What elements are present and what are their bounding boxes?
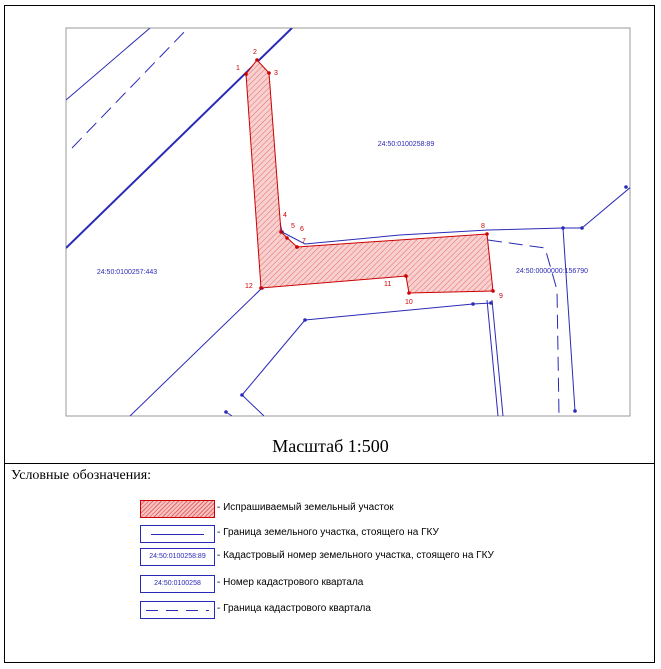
boundary-point [580, 226, 584, 230]
parcel-point [295, 245, 299, 249]
boundary-point [573, 409, 577, 413]
parcel-point-label: 10 [405, 299, 413, 306]
parcel-point [285, 236, 289, 240]
parcel-point-label: 4 [283, 212, 287, 219]
parcel-point [407, 291, 411, 295]
legend-title: Условные обозначения: [11, 468, 152, 483]
boundary-point [561, 226, 565, 230]
parcel-point [491, 289, 495, 293]
legend-text: - Граница земельного участка, стоящего на ГКУ [217, 527, 439, 538]
parcel-point-label: 7 [302, 238, 306, 245]
parcel-point [279, 230, 283, 234]
parcel-point [259, 286, 263, 290]
parcel-point-label: 6 [300, 226, 304, 233]
parcel-left-label: 24:50:0100257:443 [96, 269, 158, 276]
parcel-label: 24:50:0100258:89 [377, 141, 435, 148]
parcel-point-label: 1 [236, 65, 240, 72]
quarter-number-swatch: 24:50:0100258 [140, 575, 215, 593]
boundary-point [624, 185, 628, 189]
dash-swatch [140, 601, 215, 619]
parcel-point [244, 72, 248, 76]
map-frame [66, 28, 630, 416]
parcel-point [485, 232, 489, 236]
legend-text: - Кадастровый номер земельного участка, стоящего на ГКУ [217, 550, 494, 561]
boundary-point [489, 301, 493, 305]
boundary-point [471, 302, 475, 306]
boundary-point [224, 410, 228, 414]
parcel-point-label: 9 [499, 293, 503, 300]
parcel-point-label: 2 [253, 49, 257, 56]
scale-text: Масштаб 1:500 [272, 436, 389, 456]
parcel-point [267, 71, 271, 75]
legend-text: - Номер кадастрового квартала [217, 577, 364, 588]
parcel-point-label: 11 [384, 281, 392, 288]
cadastral-number-swatch: 24:50:0100258:89 [140, 548, 215, 566]
boundary-point [240, 393, 244, 397]
parcel-point [404, 274, 408, 278]
quarter-label: 24:50:0000000:156790 [515, 268, 589, 275]
legend-text: - Граница кадастрового квартала [217, 603, 371, 614]
parcel-point-label: 8 [481, 223, 485, 230]
parcel-point [255, 58, 259, 62]
parcel-point-label: 5 [291, 223, 295, 230]
parcel-point-label: 3 [274, 70, 278, 77]
boundary-point [303, 318, 307, 322]
line-swatch [140, 525, 215, 543]
legend-divider [4, 463, 655, 464]
parcel-point-label: 12 [245, 283, 253, 290]
legend-text: - Испрашиваемый земельный участок [217, 502, 394, 513]
hatch-swatch [140, 500, 215, 518]
